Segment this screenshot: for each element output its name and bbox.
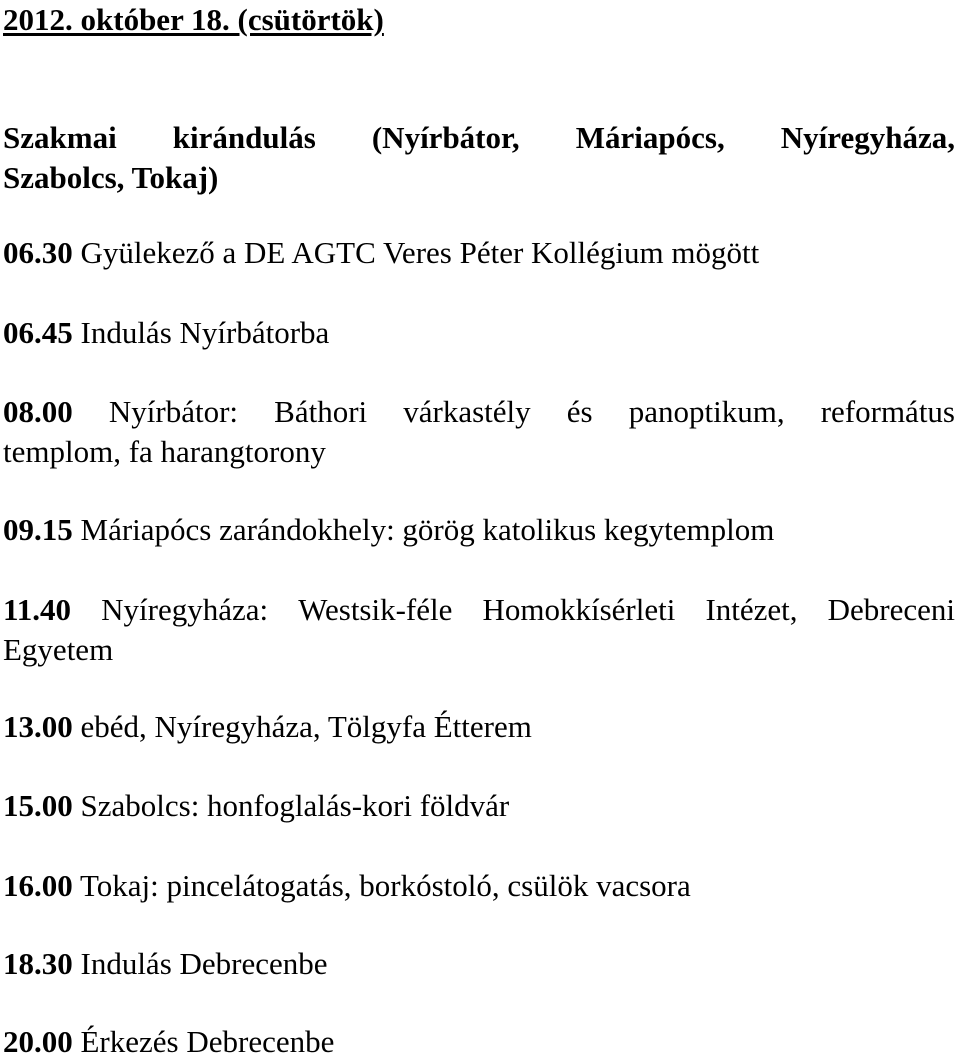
trip-title-word: Máriapócs, bbox=[575, 120, 725, 155]
schedule-item bbox=[3, 510, 955, 550]
schedule-item bbox=[3, 944, 955, 984]
trip-title-line-2: Szabolcs, Tokaj) bbox=[3, 160, 219, 195]
schedule-word: és bbox=[566, 394, 593, 429]
schedule-time: 16.00 bbox=[3, 868, 73, 903]
schedule-word: Báthori bbox=[274, 394, 368, 429]
schedule-line-2: Egyetem bbox=[3, 632, 114, 667]
schedule-time: 15.00 bbox=[3, 788, 73, 823]
schedule-item bbox=[3, 392, 955, 472]
schedule-text: Indulás Debrecenbe bbox=[80, 946, 328, 981]
schedule-word: Nyírbátor: bbox=[108, 394, 239, 429]
schedule-item bbox=[3, 786, 955, 826]
schedule-text: Indulás Nyírbátorba bbox=[80, 315, 330, 350]
schedule-line-1 bbox=[3, 590, 955, 630]
schedule-line-1 bbox=[3, 392, 955, 432]
schedule-time: 06.45 bbox=[3, 315, 73, 350]
schedule-item bbox=[3, 707, 955, 747]
trip-title bbox=[3, 118, 955, 198]
trip-title-word: kirándulás bbox=[172, 120, 316, 155]
trip-title-word: Nyíregyháza, bbox=[780, 120, 955, 155]
trip-title-line-1 bbox=[3, 118, 955, 158]
schedule-word: várkastély bbox=[403, 394, 531, 429]
schedule-line-2: templom, fa harangtorony bbox=[3, 434, 326, 469]
schedule-word: Homokkísérleti bbox=[482, 592, 676, 627]
schedule-word: panoptikum, bbox=[628, 394, 785, 429]
schedule-text: ebéd, Nyíregyháza, Tölgyfa Étterem bbox=[80, 709, 532, 744]
schedule-text: Tokaj: pincelátogatás, borkóstoló, csülök vacsora bbox=[79, 868, 691, 903]
schedule-time: 20.00 bbox=[3, 1024, 73, 1059]
schedule-word: református bbox=[820, 394, 955, 429]
schedule-text: Szabolcs: honfoglalás-kori földvár bbox=[80, 788, 510, 823]
schedule-item bbox=[3, 233, 955, 273]
schedule-time: 06.30 bbox=[3, 235, 73, 270]
schedule-time: 13.00 bbox=[3, 709, 73, 744]
trip-title-word: Szakmai bbox=[3, 120, 117, 155]
schedule-word: Westsik-féle bbox=[298, 592, 453, 627]
schedule-item bbox=[3, 590, 955, 670]
schedule-time: 18.30 bbox=[3, 946, 73, 981]
schedule-text: Érkezés Debrecenbe bbox=[80, 1024, 335, 1059]
schedule-item bbox=[3, 866, 955, 906]
date-heading: 2012. október 18. (csütörtök) bbox=[3, 2, 384, 37]
trip-title-word: (Nyírbátor, bbox=[371, 120, 520, 155]
schedule-text: Gyülekező a DE AGTC Veres Péter Kollégium mögött bbox=[80, 235, 760, 270]
schedule-item bbox=[3, 1022, 955, 1062]
schedule-item bbox=[3, 313, 955, 353]
schedule-time: 08.00 bbox=[3, 394, 73, 429]
schedule-time: 11.40 bbox=[3, 592, 72, 627]
schedule-time: 09.15 bbox=[3, 512, 73, 547]
schedule-word: Nyíregyháza: bbox=[101, 592, 269, 627]
schedule-text: Máriapócs zarándokhely: görög katolikus kegytemplom bbox=[80, 512, 775, 547]
schedule-word: Debreceni bbox=[827, 592, 955, 627]
schedule-word: Intézet, bbox=[705, 592, 798, 627]
